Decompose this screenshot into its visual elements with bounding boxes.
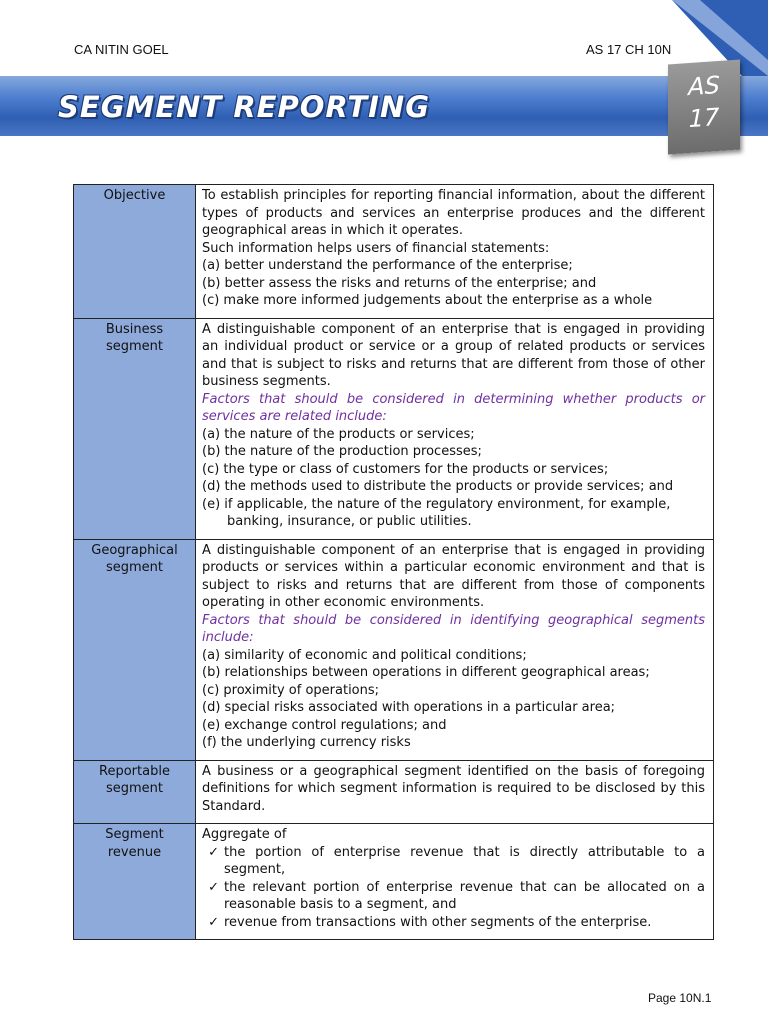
standard-badge [668,59,740,154]
factor-item: (d) special risks associated with operations in a particular area; [202,700,616,715]
row-label: Segment revenue [74,824,196,940]
factor-item: (d) the methods used to distribute the products or provide services; and [202,479,674,494]
definitions-table [73,184,714,940]
list-item [202,914,705,932]
factor-item: (c) proximity of operations; [202,682,380,698]
row-label: Reportable segment [74,760,196,824]
badge-line-2: 17 [688,102,720,134]
revenue-intro: Aggregate of [202,827,287,842]
table-row-objective [74,185,714,319]
objective-line: (c) make more informed judgements about the enterprise as a whole [202,293,653,308]
factors-heading: Factors that should be considered in identifying geographical segments include: [202,612,705,645]
checkmark-icon: ✓ [208,879,219,895]
factor-item: (e) if applicable, the nature of the regulatory environment, for example, [202,496,671,512]
table-row-geographical [74,539,714,760]
revenue-item: revenue from transactions with other segments of the enterprise. [224,914,652,930]
row-content [196,760,714,824]
objective-line: To establish principles for reporting financial information, about the different types of products and services an enterprise produces and the different geographical areas in which it operates. [202,188,705,238]
objective-line: Such information helps users of financial statements: [202,240,550,256]
revenue-item: the portion of enterprise revenue that is directly attributable to a segment, [224,844,705,877]
factors-heading: Factors that should be considered in determining whether products or services are related include: [202,391,705,424]
definition-text: A distinguishable component of an enterprise that is engaged in providing an individual product or service or a group of related products or services and that is subject to risks and returns that are different from those of other business segments. [202,321,705,389]
factor-item: (c) the type or class of customers for the products or services; [202,461,609,477]
table-row-business [74,318,714,539]
list-item [202,879,705,914]
factor-item: (b) relationships between operations in different geographical areas; [202,665,650,680]
row-label: Business segment [74,318,196,539]
factor-item: (a) the nature of the products or services; [202,426,475,442]
revenue-item: the relevant portion of enterprise revenue that can be allocated on a reasonable basis to a segment, and [224,879,705,912]
table-row-revenue [74,824,714,940]
factor-item-continuation: banking, insurance, or public utilities. [227,514,472,529]
factor-item: (e) exchange control regulations; and [202,717,447,733]
table-row-reportable [74,760,714,824]
row-content [196,318,714,539]
checkmark-icon: ✓ [208,914,219,930]
definition-text: A distinguishable component of an enterprise that is engaged in providing products or services within a particular economic environment and that is subject to risks and returns that are different from those of components operating in other economic environments. [202,542,705,610]
row-content [196,539,714,760]
author-name: CA NITIN GOEL [74,42,169,57]
definition-text: A business or a geographical segment identified on the basis of foregoing definitions for which segment information is required to be disclosed by this Standard. [202,763,705,814]
list-item [202,844,705,879]
chapter-reference: AS 17 CH 10N [586,42,672,57]
factor-item: (b) the nature of the production processes; [202,444,482,459]
objective-line: (b) better assess the risks and returns of the enterprise; and [202,275,597,291]
row-label: Objective [74,185,196,319]
page-title: SEGMENT REPORTING [58,90,431,124]
row-content [196,824,714,940]
row-label: Geographical segment [74,539,196,760]
page-number: Page 10N.1 [648,991,712,1005]
checkmark-icon: ✓ [208,844,219,860]
objective-line: (a) better understand the performance of the enterprise; [202,258,573,273]
badge-line-1: AS [688,70,720,102]
factor-item: (f) the underlying currency risks [202,735,411,750]
row-content [196,185,714,319]
factor-item: (a) similarity of economic and political conditions; [202,647,527,663]
